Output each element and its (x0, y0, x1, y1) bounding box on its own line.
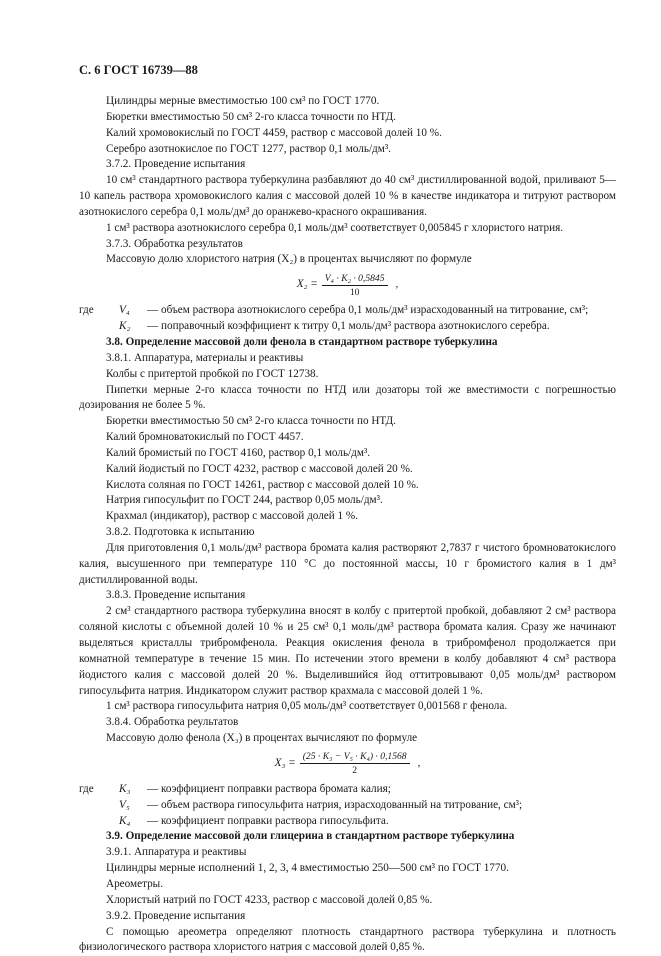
paragraph: Пипетки мерные 2-го класса точности по НТД или дозаторы той же вместимости с погрешностью дозирования не более 5 %. (79, 383, 616, 415)
legend-where (79, 798, 119, 814)
legend-symbol: K₂ (119, 319, 147, 335)
formula-fraction (322, 272, 388, 299)
subsection-heading: 3.8.3. Проведение испытания (79, 588, 616, 604)
formula-denominator: 2 (352, 764, 357, 777)
formula-sodium-chloride (79, 269, 616, 301)
legend-row (79, 782, 616, 798)
legend-where: где (79, 303, 119, 319)
document-body (79, 94, 616, 956)
legend-text: объем раствора гипосульфита натрия, израсходованный на титрование, см³; (161, 798, 616, 814)
formula-fraction (300, 750, 410, 777)
legend-dash: — (147, 303, 161, 319)
legend-symbol: V₄ (119, 303, 147, 319)
section-heading: 3.8. Определение массовой доли фенола в стандартном растворе туберкулина (79, 335, 616, 351)
paragraph: Ареометры. (79, 877, 616, 893)
paragraph: Хлористый натрий по ГОСТ 4233, раствор с массовой долей 0,85 %. (79, 893, 616, 909)
paragraph: Крахмал (индикатор), раствор с массовой долей 1 %. (79, 509, 616, 525)
paragraph: Серебро азотнокислое по ГОСТ 1277, раствор 0,1 моль/дм³. (79, 142, 616, 158)
paragraph: 10 см³ стандартного раствора туберкулина разбавляют до 40 см³ дистиллированной водой, приливают 5—10 капель раствора хромовокислого калия с массовой долей 10 % в качестве индикатора и титруют раствором азотнокислого серебра 0,1 моль/дм³ до оранжево-красного окрашивания. (79, 173, 616, 221)
subsection-heading: 3.8.1. Аппаратура, материалы и реактивы (79, 351, 616, 367)
formula-denominator: 10 (350, 286, 360, 299)
legend-text: объем раствора азотнокислого серебра 0,1 моль/дм³ израсходованный на титрование, см³; (161, 303, 616, 319)
paragraph: Кислота соляная по ГОСТ 14261, раствор с массовой долей 10 %. (79, 478, 616, 494)
page-header: С. 6 ГОСТ 16739—88 (79, 63, 198, 78)
paragraph: 2 см³ стандартного раствора туберкулина вносят в колбу с притертой пробкой, добавляют 2 см³ раствора соляной кислоты с объемной долей 10 % и 25 см³ 0,1 моль/дм³ раствора бромата калия. Сразу же начинают выделяться кристаллы трибромфенола. Реакция окисления фенола в трибромфенол продолжается при комнатной температуре в течение 15 мин. По истечении этого времени в колбу добавляют 4 см³ раствора йодистого калия с массовой долей 20 %. Выделившийся йод оттитровывают 0,05 моль/дм³ раствором гипосульфита натрия. Индикатором служит раствор крахмала с массовой долей 1 %. (79, 604, 616, 699)
formula-numerator: (25 · K₃ − V₅ · K₄) · 0,1568 (300, 750, 410, 764)
paragraph: С помощью ареометра определяют плотность стандартного раствора туберкулина и плотность физиологического раствора хлористого натрия с массовой долей 0,85 %. (79, 925, 616, 956)
subsection-heading: 3.7.3. Обработка результатов (79, 237, 616, 253)
legend-row (79, 798, 616, 814)
formula-tail: , (396, 277, 399, 293)
legend-row (79, 319, 616, 335)
subsection-heading: 3.8.2. Подготовка к испытанию (79, 525, 616, 541)
paragraph: Цилиндры мерные вместимостью 100 см³ по ГОСТ 1770. (79, 94, 616, 110)
legend-row (79, 303, 616, 319)
subsection-heading: 3.8.4. Обработка реультатов (79, 715, 616, 731)
formula-legend (79, 303, 616, 335)
formula-phenol (79, 748, 616, 780)
legend-symbol: K₄ (119, 814, 147, 830)
legend-dash: — (147, 782, 161, 798)
subsection-heading: 3.9.2. Проведение испытания (79, 909, 616, 925)
legend-row (79, 814, 616, 830)
paragraph: Колбы с притертой пробкой по ГОСТ 12738. (79, 367, 616, 383)
legend-symbol: K₃ (119, 782, 147, 798)
paragraph: Бюретки вместимостью 50 см³ 2-го класса точности по НТД. (79, 110, 616, 126)
legend-text: коэффициент поправки раствора бромата калия; (161, 782, 616, 798)
legend-symbol: V₅ (119, 798, 147, 814)
section-heading: 3.9. Определение массовой доли глицерина в стандартном растворе туберкулина (79, 829, 616, 845)
paragraph: Для приготовления 0,1 моль/дм³ раствора бромата калия растворяют 2,7837 г чистого бромноватокислого калия, высушенного при температуре 110 °С до постоянной массы, 10 г бромистого калия в 1 дм³ дистиллированной воды. (79, 541, 616, 589)
paragraph: Калий хромовокислый по ГОСТ 4459, раствор с массовой долей 10 %. (79, 126, 616, 142)
formula-lhs: X₂ = (297, 277, 318, 293)
legend-text: коэффициент поправки раствора гипосульфита. (161, 814, 616, 830)
paragraph: Бюретки вместимостью 50 см³ 2-го класса точности по НТД. (79, 414, 616, 430)
paragraph: 1 см³ раствора гипосульфита натрия 0,05 моль/дм³ соответствует 0,001568 г фенола. (79, 699, 616, 715)
legend-dash: — (147, 798, 161, 814)
legend-where (79, 319, 119, 335)
legend-dash: — (147, 814, 161, 830)
paragraph: Калий бромистый по ГОСТ 4160, раствор 0,1 моль/дм³. (79, 446, 616, 462)
formula-lhs: X₃ = (275, 756, 296, 772)
paragraph: Цилиндры мерные исполнений 1, 2, 3, 4 вместимостью 250—500 см³ по ГОСТ 1770. (79, 861, 616, 877)
paragraph: Калий йодистый по ГОСТ 4232, раствор с массовой долей 20 %. (79, 462, 616, 478)
paragraph: Массовую долю хлористого натрия (X₂) в процентах вычисляют по формуле (79, 252, 616, 268)
legend-dash: — (147, 319, 161, 335)
subsection-heading: 3.9.1. Аппаратура и реактивы (79, 845, 616, 861)
formula-numerator: V₄ · K₂ · 0,5845 (322, 272, 388, 286)
subsection-heading: 3.7.2. Проведение испытания (79, 157, 616, 173)
formula-legend (79, 782, 616, 830)
paragraph: Натрия гипосульфит по ГОСТ 244, раствор 0,05 моль/дм³. (79, 493, 616, 509)
paragraph: Калий бромноватокислый по ГОСТ 4457. (79, 430, 616, 446)
legend-text: поправочный коэффициент к титру 0,1 моль/дм³ раствора азотнокислого серебра. (161, 319, 616, 335)
paragraph: 1 см³ раствора азотнокислого серебра 0,1 моль/дм³ соответствует 0,005845 г хлористого натрия. (79, 221, 616, 237)
paragraph: Массовую долю фенола (X₃) в процентах вычисляют по формуле (79, 731, 616, 747)
legend-where (79, 814, 119, 830)
legend-where: где (79, 782, 119, 798)
formula-tail: , (418, 756, 421, 772)
